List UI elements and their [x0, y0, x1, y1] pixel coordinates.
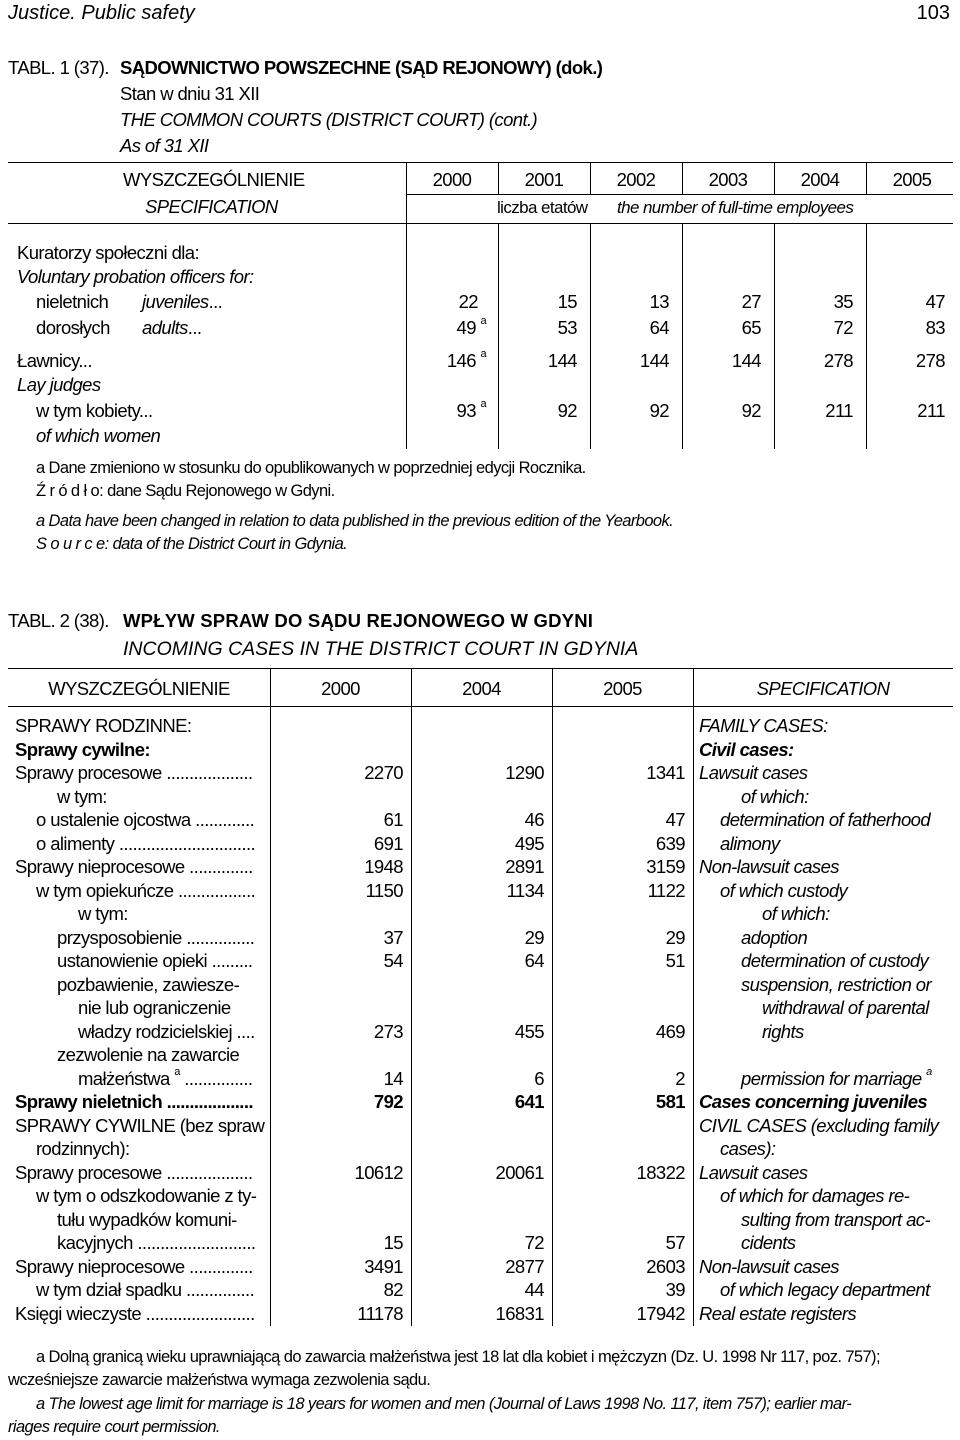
- table2-row-label-pl: ustanowienie opieki .........: [57, 950, 253, 971]
- table1-year-header: 2002: [616, 169, 656, 190]
- table2-row-label-en: alimony: [720, 832, 780, 854]
- table1-title-pl: SĄDOWNICTWO POWSZECHNE (SĄD REJONOWY) (dok.): [120, 57, 603, 78]
- table1-vrule: [590, 162, 591, 195]
- table1-footnote-en: a Data have been changed in relation to data published in the previous edition of the Yearbook.: [36, 512, 674, 530]
- table1-cell: 65: [741, 317, 761, 338]
- table2-row-label-en: Cases concerning juveniles: [699, 1091, 928, 1112]
- table2-cell: 29: [524, 926, 544, 948]
- footnote-marker: a: [480, 348, 486, 360]
- table2-title-pl: WPŁYW SPRAW DO SĄDU REJONOWEGO W GDYNI: [123, 610, 594, 631]
- leader-dots: ....: [231, 1020, 255, 1042]
- table2-row-label-pl: SPRAWY CYWILNE (bez spraw: [15, 1114, 265, 1136]
- table2-row-label-pl: w tym:: [78, 903, 128, 924]
- table2-cell: 3159: [646, 856, 685, 877]
- table1-cell: 13: [649, 291, 669, 312]
- table2-cell: 639: [655, 832, 685, 854]
- leader-dots: ..............: [184, 856, 253, 877]
- table2-row-label-en: suspension, restriction or: [741, 973, 932, 995]
- table2-cell: 273: [373, 1020, 403, 1042]
- leader-dots: ...................: [161, 1161, 253, 1183]
- table1-row-label-en: juveniles...: [142, 291, 223, 312]
- table1-row-label-en: adults...: [142, 317, 202, 338]
- table1-footnote-pl: a Dane zmieniono w stosunku do opublikowanych w poprzedniej edycji Rocznika.: [36, 459, 586, 477]
- table2-row-label-en: FAMILY CASES:: [699, 715, 828, 736]
- table2-row-label-pl: zezwolenie na zawarcie: [57, 1044, 240, 1065]
- table2-title-en: INCOMING CASES IN THE DISTRICT COURT IN GDYNIA: [123, 638, 639, 660]
- table2-row-label-pl: Sprawy nieprocesowe ..............: [15, 1255, 253, 1277]
- table1-cell: 278: [915, 350, 945, 371]
- table2-cell: 15: [383, 1232, 403, 1253]
- table1-head-spec-en: SPECIFICATION: [145, 196, 278, 217]
- running-header-title: Justice. Public safety: [8, 2, 195, 24]
- table2-cell: 691: [373, 832, 403, 854]
- table2-cell: 10612: [354, 1161, 403, 1183]
- table2-cell: 54: [383, 950, 403, 971]
- table1-row-label-pl: nieletnich: [36, 291, 109, 312]
- table1-row-label-en: Lay judges: [17, 374, 101, 395]
- table2-cell: 64: [524, 950, 544, 971]
- table1-cell: 64: [649, 317, 669, 338]
- table1-cell: 92: [741, 400, 761, 421]
- table2-cell: 1134: [506, 879, 544, 901]
- table1-group-pl: Kuratorzy społeczni dla:: [17, 242, 200, 263]
- table1-cell: 278: [823, 350, 853, 371]
- page-number: 103: [916, 2, 950, 24]
- table2-cell: 51: [665, 950, 685, 971]
- table2-top-rule: [8, 668, 953, 669]
- table2-label: TABL. 2 (38).: [8, 610, 109, 631]
- table2-year-header: 2000: [321, 678, 360, 699]
- table1-cell: 49 $^a$: [456, 315, 486, 338]
- table2-row-label-en: CIVIL CASES (excluding family: [699, 1114, 939, 1136]
- table2-row-label-pl: tułu wypadków komuni-: [57, 1208, 237, 1230]
- table2-cell: 495: [514, 832, 544, 854]
- table2-row-label-en: Civil cases:: [699, 738, 794, 760]
- table2-cell: 2270: [364, 762, 403, 783]
- table1-cell: 15: [557, 291, 577, 312]
- table2-row-label-en: adoption: [741, 926, 808, 948]
- table2-footnote-en-line1: a The lowest age limit for marriage is 18 years for women and men (Journal of Laws 1998 No. 117, item 757); earlier mar-: [36, 1395, 852, 1413]
- table2-cell: 11178: [357, 1302, 403, 1324]
- table2-cell: 17942: [636, 1302, 685, 1324]
- table1-row-label-en: of which women: [36, 425, 161, 446]
- table2-cell: 18322: [636, 1161, 685, 1183]
- table2-cell: 6: [534, 1067, 544, 1089]
- table2-row-label-pl: rodzinnych):: [36, 1138, 130, 1159]
- table2-head-spec-en: SPECIFICATION: [756, 678, 890, 699]
- table2-cell: 14: [383, 1067, 403, 1089]
- table2-row-label-pl: Sprawy procesowe ...................: [15, 1161, 253, 1183]
- table2-row-label-pl: w tym opiekuńcze .................: [36, 879, 256, 901]
- table2-row-label-pl: nie lub ograniczenie: [78, 997, 231, 1018]
- table2-cell: 72: [524, 1232, 544, 1253]
- table2-cell: 1122: [647, 879, 685, 901]
- table2-row-label-pl: o alimenty ..............................: [36, 832, 256, 854]
- table2-row-label-pl: władzy rodzicielskiej ....: [78, 1020, 255, 1042]
- table1-cell: 211: [825, 400, 853, 421]
- table1-subtitle-pl: Stan w dniu 31 XII: [120, 83, 260, 104]
- table2-row-label-en: Real estate registers: [699, 1302, 857, 1324]
- leader-dots: .................: [173, 879, 256, 901]
- table2-row-label-en: Non-lawsuit cases: [699, 856, 839, 877]
- table1-cell: 144: [731, 350, 761, 371]
- leader-dots: ...................: [161, 762, 253, 783]
- table1-cell: 211: [917, 400, 945, 421]
- table2-cell: 2: [675, 1067, 685, 1089]
- table1-row-label-pl: w tym kobiety...: [36, 400, 153, 421]
- table2-head-spec-pl: WYSZCZEGÓLNIENIE: [48, 678, 230, 699]
- table2-row-label-en: Lawsuit cases: [699, 1161, 808, 1183]
- table2-row-label-en: sulting from transport ac-: [741, 1208, 931, 1230]
- table2-cell: 792: [373, 1091, 403, 1112]
- table2-cell: 2603: [646, 1255, 685, 1277]
- table2-cell: 1948: [364, 856, 403, 877]
- leader-dots: ...............: [179, 1067, 253, 1089]
- table2-cell: 1290: [505, 762, 544, 783]
- table2-row-label-pl: przysposobienie ...............: [57, 926, 255, 948]
- table1-year-header: 2003: [708, 169, 748, 190]
- table1-cell: 93 $^a$: [456, 398, 486, 421]
- table1-row-label-pl: Ławnicy...: [17, 350, 92, 371]
- table1-year-header: 2001: [524, 169, 564, 190]
- table2-row-label-en: cidents: [741, 1232, 796, 1253]
- table1-cell: 53: [557, 317, 577, 338]
- table1-group-en: Voluntary probation officers for:: [17, 266, 254, 287]
- leader-dots: ..............................: [114, 832, 256, 854]
- table1-vrule: [682, 162, 683, 195]
- table1-source-en: S o u r c e: data of the District Court in Gdynia.: [36, 535, 348, 553]
- table1-cell: 47: [925, 291, 945, 312]
- table2-row-label-en: permission for marriage $^a$: [741, 1065, 932, 1089]
- table2-cell: 16831: [495, 1302, 544, 1324]
- table2-vrule: [693, 668, 694, 1326]
- table2-footnote-pl-line1: a Dolną granicą wieku uprawniającą do zawarcia małżeństwa jest 18 lat dla kobiet i mężczyzn (Dz. U. 1998 Nr 117, poz. 757);: [36, 1348, 880, 1366]
- table1-year-header: 2004: [800, 169, 840, 190]
- table2-row-label-pl: Sprawy nieprocesowe ..............: [15, 856, 253, 877]
- table2-row-label-en: rights: [762, 1020, 804, 1042]
- table2-cell: 47: [665, 809, 685, 830]
- table2-footnote-en-line2: riages require court permission.: [8, 1418, 220, 1436]
- table2-cell: 44: [524, 1279, 544, 1300]
- table2-row-label-en: Lawsuit cases: [699, 762, 808, 783]
- table2-row-label-en: of which legacy department: [720, 1279, 930, 1300]
- footnote-marker: a: [480, 315, 486, 327]
- table2-year-header: 2005: [603, 678, 642, 699]
- table2-cell: 1341: [646, 762, 685, 783]
- footnote-marker: a: [480, 398, 486, 410]
- table1-cell: 144: [639, 350, 669, 371]
- table1-cell: 92: [649, 400, 669, 421]
- table1-cell: 72: [833, 317, 853, 338]
- table2-row-label-pl: Księgi wieczyste ........................: [15, 1302, 255, 1324]
- table1-unit-pl: liczba etatów: [497, 198, 588, 217]
- table2-row-label-pl: Sprawy nieletnich ...................: [15, 1091, 253, 1112]
- table2-cell: 455: [514, 1020, 544, 1042]
- table2-row-label-pl: małżeństwa $^a$ ...............: [78, 1065, 253, 1089]
- table2-row-label-pl: o ustalenie ojcostwa .............: [36, 809, 255, 830]
- table2-cell: 1150: [365, 879, 403, 901]
- table2-footnote-pl-line2: wcześniejsze zawarcie małżeństwa wymaga zezwolenia sądu.: [8, 1371, 431, 1389]
- table2-row-label-pl: SPRAWY RODZINNE:: [15, 715, 192, 736]
- table1-vrule: [498, 162, 499, 195]
- table2-cell: 2877: [505, 1255, 544, 1277]
- table2-row-label-pl: Sprawy procesowe ...................: [15, 762, 253, 783]
- table1-unit-en: the number of full-time employees: [617, 198, 854, 217]
- table2-row-label-en: withdrawal of parental: [762, 997, 929, 1018]
- table1-subtitle-en: As of 31 XII: [120, 135, 209, 156]
- table2-year-header: 2004: [462, 678, 501, 699]
- table1-head-bottom-rule: [8, 223, 953, 224]
- table2-row-label-en: determination of fatherhood: [720, 809, 931, 830]
- leader-dots: ........................: [141, 1302, 255, 1324]
- table2-cell: 61: [383, 809, 403, 830]
- table2-cell: 20061: [495, 1161, 544, 1183]
- table1-vrule: [866, 162, 867, 195]
- table2-row-label-pl: w tym dział spadku ...............: [36, 1279, 255, 1300]
- table2-row-label-pl: kacyjnych ..........................: [57, 1232, 256, 1253]
- table1-cell: 22: [458, 291, 478, 312]
- table1-row-label-pl: dorosłych: [36, 317, 110, 338]
- table1-cell: 35: [833, 291, 853, 312]
- leader-dots: ...............: [181, 1279, 255, 1300]
- table1-vrule: [406, 162, 407, 223]
- leader-dots: ...............: [181, 926, 255, 948]
- table1-year-header: 2005: [892, 169, 932, 190]
- table2-cell: 37: [383, 926, 403, 948]
- table2-row-label-pl: w tym o odszkodowanie z ty-: [36, 1185, 257, 1206]
- table1-title-en: THE COMMON COURTS (DISTRICT COURT) (cont.): [120, 109, 538, 130]
- table2-row-label-pl: Sprawy cywilne:: [15, 738, 150, 760]
- leader-dots: .........: [207, 950, 253, 971]
- table2-cell: 29: [665, 926, 685, 948]
- leader-dots: ...................: [162, 1091, 253, 1112]
- table2-cell: 469: [655, 1020, 685, 1042]
- table1-cell: 146 $^a$: [446, 348, 486, 371]
- table2-row-label-pl: pozbawienie, zawiesze-: [57, 973, 240, 995]
- table2-cell: 82: [383, 1279, 403, 1300]
- table2-row-label-en: of which for damages re-: [720, 1185, 910, 1206]
- table1-cell: 144: [547, 350, 577, 371]
- table1-cell: 83: [925, 317, 945, 338]
- table1-cell: 92: [557, 400, 577, 421]
- table2-cell: 46: [524, 809, 544, 830]
- table1-label: TABL. 1 (37).: [8, 57, 109, 78]
- table2-row-label-en: of which custody: [720, 879, 848, 901]
- table2-cell: 57: [665, 1232, 685, 1253]
- table2-cell: 2891: [505, 856, 544, 877]
- footnote-marker: a: [174, 1065, 180, 1078]
- table2-cell: 39: [665, 1279, 685, 1300]
- table1-source-pl: Ź r ó d ł o: dane Sądu Rejonowego w Gdyni.: [36, 482, 335, 500]
- leader-dots: ..............: [184, 1255, 253, 1277]
- table2-cell: 3491: [364, 1255, 403, 1277]
- table2-head-bottom-rule: [8, 706, 953, 707]
- table2-row-label-en: cases):: [720, 1138, 776, 1159]
- table2-row-label-en: of which:: [741, 785, 809, 807]
- leader-dots: ..........................: [132, 1232, 256, 1253]
- table1-year-header: 2000: [432, 169, 472, 190]
- table1-year-rule: [406, 194, 953, 195]
- table2-row-label-pl: w tym:: [57, 785, 107, 807]
- table2-cell: 581: [655, 1091, 685, 1112]
- leader-dots: .............: [190, 809, 255, 830]
- table2-row-label-en: Non-lawsuit cases: [699, 1255, 839, 1277]
- table1-cell: 27: [741, 291, 761, 312]
- table1-head-spec-pl: WYSZCZEGÓLNIENIE: [123, 169, 305, 190]
- table2-row-label-en: determination of custody: [741, 950, 929, 971]
- table2-row-label-en: of which:: [762, 903, 830, 924]
- table1-top-rule: [8, 162, 953, 163]
- footnote-marker: a: [926, 1065, 932, 1078]
- table1-vrule: [774, 162, 775, 195]
- table2-cell: 641: [514, 1091, 544, 1112]
